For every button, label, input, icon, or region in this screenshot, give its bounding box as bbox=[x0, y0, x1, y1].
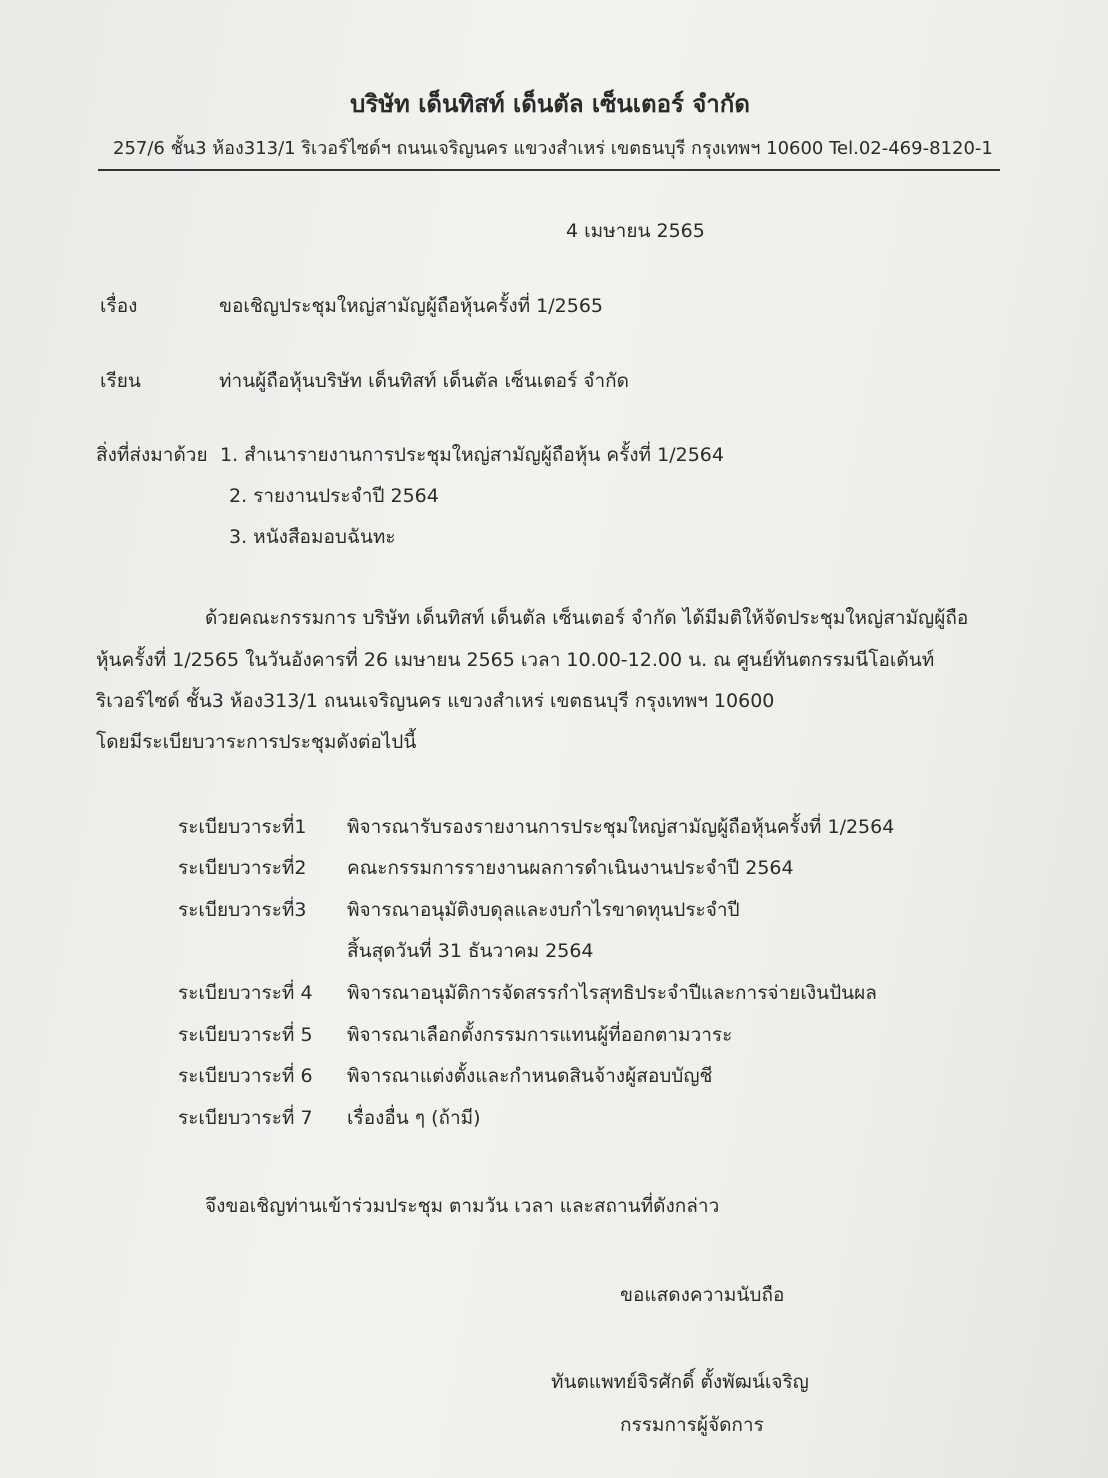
closing-sentence: จึงขอเชิญท่านเข้าร่วมประชุม ตามวัน เวลา และสถานที่ดังกล่าว bbox=[205, 1195, 720, 1217]
agenda-item-text: สิ้นสุดวันที่ 31 ธันวาคม 2564 bbox=[347, 940, 594, 962]
signatory-name: ทันตแพทย์จิรศักดิ์ ตั้งพัฒน์เจริญ bbox=[551, 1371, 809, 1393]
enclosure-item: 2. รายงานประจำปี 2564 bbox=[229, 485, 439, 507]
regards-line: ขอแสดงความนับถือ bbox=[620, 1284, 785, 1306]
agenda-item-text: พิจารณารับรองรายงานการประชุมใหญ่สามัญผู้ถือหุ้นครั้งที่ 1/2564 bbox=[347, 816, 895, 838]
agenda-item-text: เรื่องอื่น ๆ (ถ้ามี) bbox=[347, 1107, 481, 1129]
agenda-item-text: คณะกรรมการรายงานผลการดำเนินงานประจำปี 2564 bbox=[347, 857, 794, 879]
enclosure-item: 3. หนังสือมอบฉันทะ bbox=[229, 526, 396, 548]
company-address: 257/6 ชั้น3 ห้อง313/1 ริเวอร์ไซด์ฯ ถนนเจริญนคร แขวงสำเหร่ เขตธนบุรี กรุงเทพฯ 10600 Tel.02-469-8120-1 bbox=[113, 138, 993, 159]
agenda-item-label: ระเบียบวาระที่ 4 bbox=[178, 982, 313, 1004]
company-name: บริษัท เด็นทิสท์ เด็นตัล เซ็นเตอร์ จำกัด bbox=[350, 90, 750, 118]
enclosures-label: สิ่งที่ส่งมาด้วย bbox=[96, 444, 208, 466]
agenda-item-text: พิจารณาแต่งตั้งและกำหนดสินจ้างผู้สอบบัญชี bbox=[347, 1065, 713, 1087]
letter-date: 4 เมษายน 2565 bbox=[566, 220, 705, 242]
agenda-item-text: พิจารณาอนุมัติการจัดสรรกำไรสุทธิประจำปีและการจ่ายเงินปันผล bbox=[347, 982, 877, 1004]
agenda-item-label: ระเบียบวาระที่1 bbox=[178, 816, 307, 838]
signatory-title: กรรมการผู้จัดการ bbox=[620, 1414, 764, 1436]
agenda-item-text: พิจารณาอนุมัติงบดุลและงบกำไรขาดทุนประจำปี bbox=[347, 899, 740, 921]
body-paragraph-line: ด้วยคณะกรรมการ บริษัท เด็นทิสท์ เด็นตัล เซ็นเตอร์ จำกัด ได้มีมติให้จัดประชุมใหญ่สามัญผู้ถือ bbox=[205, 607, 969, 629]
subject-label: เรื่อง bbox=[100, 295, 138, 317]
agenda-item-label: ระเบียบวาระที่3 bbox=[178, 899, 307, 921]
letterhead-divider bbox=[98, 169, 1000, 171]
agenda-item-label: ระเบียบวาระที่ 6 bbox=[178, 1065, 313, 1087]
body-paragraph-line: โดยมีระเบียบวาระการประชุมดังต่อไปนี้ bbox=[96, 731, 417, 753]
recipient-text: ท่านผู้ถือหุ้นบริษัท เด็นทิสท์ เด็นตัล เซ็นเตอร์ จำกัด bbox=[219, 370, 629, 392]
agenda-item-label: ระเบียบวาระที่ 7 bbox=[178, 1107, 313, 1129]
agenda-item-label: ระเบียบวาระที่ 5 bbox=[178, 1024, 313, 1046]
agenda-item-text: พิจารณาเลือกตั้งกรรมการแทนผู้ที่ออกตามวาระ bbox=[347, 1024, 733, 1046]
recipient-label: เรียน bbox=[100, 370, 141, 392]
agenda-item-label: ระเบียบวาระที่2 bbox=[178, 857, 307, 879]
body-paragraph-line: ริเวอร์ไซด์ ชั้น3 ห้อง313/1 ถนนเจริญนคร แขวงสำเหร่ เขตธนบุรี กรุงเทพฯ 10600 bbox=[96, 690, 775, 712]
enclosure-item: 1. สำเนารายงานการประชุมใหญ่สามัญผู้ถือหุ้น ครั้งที่ 1/2564 bbox=[220, 444, 724, 466]
subject-text: ขอเชิญประชุมใหญ่สามัญผู้ถือหุ้นครั้งที่ 1/2565 bbox=[219, 295, 603, 317]
body-paragraph-line: หุ้นครั้งที่ 1/2565 ในวันอังคารที่ 26 เมษายน 2565 เวลา 10.00-12.00 น. ณ ศูนย์ทันตกรรมนีโอเด้นท์ bbox=[96, 649, 935, 671]
